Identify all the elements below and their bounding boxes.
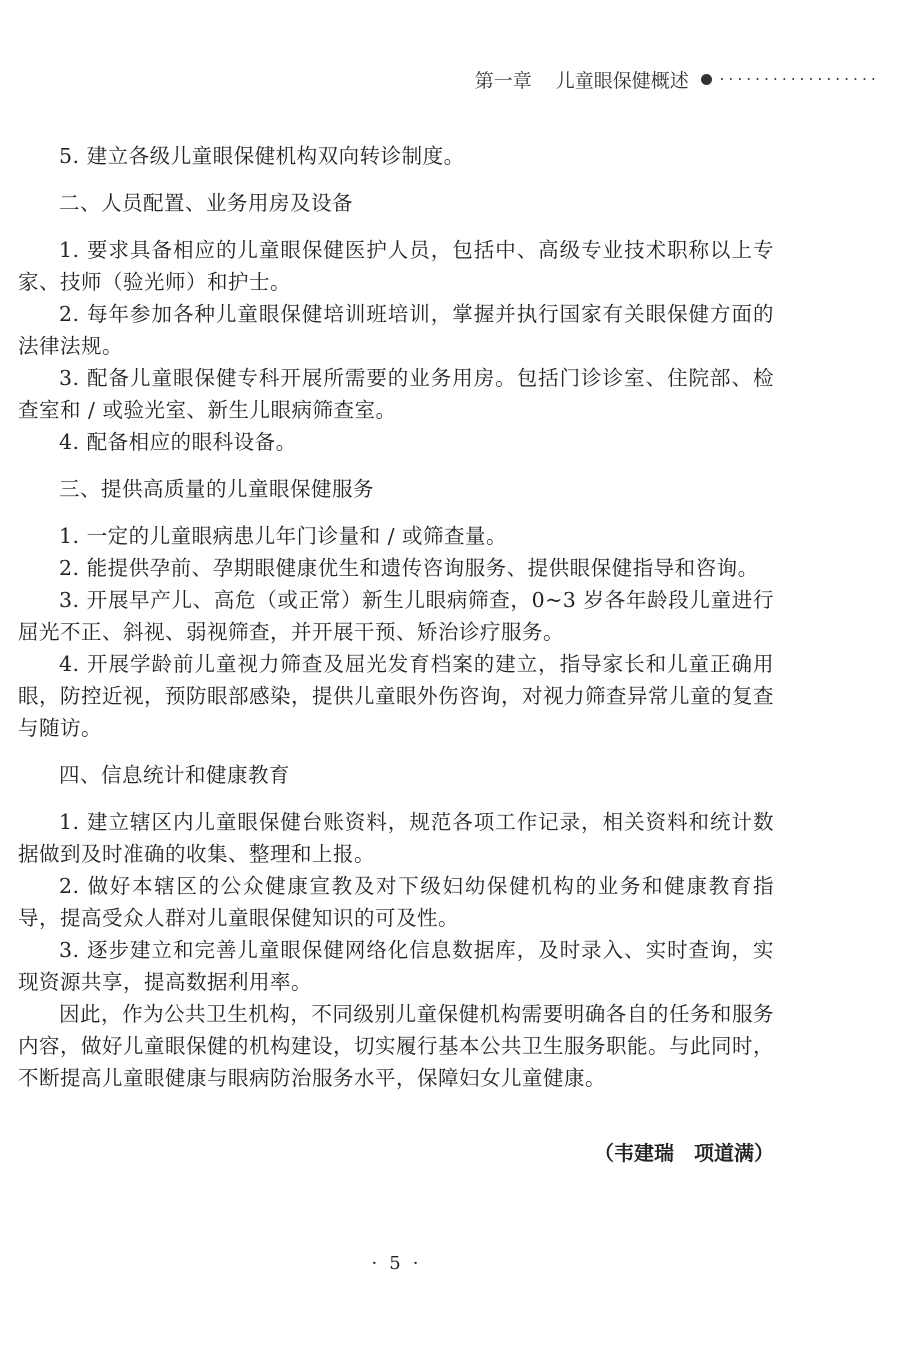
conclusion-paragraph: 因此，作为公共卫生机构，不同级别儿童保健机构需要明确各自的任务和服务内容，做好儿童眼保健的机构建设，切实履行基本公共卫生服务职能。与此同时，不断提高儿童眼健康与眼病防治服务水平，保障妇女儿童健康。 [18,1002,774,1090]
section-heading-4: 四、信息统计和健康教育 [59,763,290,787]
author-credit: （韦建瑞 项道满） [594,1141,774,1165]
page-number-value: 5 [389,1253,401,1274]
section-3-item-2: 2. 能提供孕前、孕期眼健康优生和遗传咨询服务、提供眼保健指导和咨询。 [59,556,759,580]
section-heading-3: 三、提供高质量的儿童眼保健服务 [59,477,374,501]
running-head [475,66,878,93]
section-3-item-3: 3. 开展早产儿、高危（或正常）新生儿眼病筛查，0~3 岁各年龄段儿童进行屈光不正、斜视、弱视筛查，并开展干预、矫治诊疗服务。 [18,588,774,644]
item-5-referral: 5. 建立各级儿童眼保健机构双向转诊制度。 [59,144,465,168]
chapter-label: 第一章 [474,70,532,92]
chapter-title: 儿童眼保健概述 [555,70,689,92]
section-3-item-4: 4. 开展学龄前儿童视力筛查及屈光发育档案的建立，指导家长和儿童正确用眼，防控近视，预防眼部感染，提供儿童眼外伤咨询，对视力筛查异常儿童的复查与随访。 [18,652,774,740]
page-number: · 5 · [371,1253,419,1274]
section-4-item-1: 1. 建立辖区内儿童眼保健台账资料，规范各项工作记录，相关资料和统计数据做到及时准确的收集、整理和上报。 [18,810,774,866]
section-2-item-3: 3. 配备儿童眼保健专科开展所需要的业务用房。包括门诊诊室、住院部、检查室和 / 或验光室、新生儿眼病筛查室。 [18,366,774,422]
section-2-item-1: 1. 要求具备相应的儿童眼保健医护人员，包括中、高级专业技术职称以上专家、技师（验光师）和护士。 [18,238,774,294]
bullet-dot-icon [701,74,712,85]
dotted-leader: ·················· [717,71,878,88]
section-4-item-3: 3. 逐步建立和完善儿童眼保健网络化信息数据库，及时录入、实时查询，实现资源共享，提高数据利用率。 [18,938,774,994]
section-3-item-1: 1. 一定的儿童眼病患儿年门诊量和 / 或筛查量。 [59,524,508,548]
section-4-item-2: 2. 做好本辖区的公众健康宣教及对下级妇幼保健机构的业务和健康教育指导，提高受众人群对儿童眼保健知识的可及性。 [18,874,774,930]
body-text [18,138,774,1094]
section-2-item-4: 4. 配备相应的眼科设备。 [59,430,297,454]
section-2-item-2: 2. 每年参加各种儿童眼保健培训班培训，掌握并执行国家有关眼保健方面的法律法规。 [18,302,774,358]
section-heading-2: 二、人员配置、业务用房及设备 [59,191,353,215]
